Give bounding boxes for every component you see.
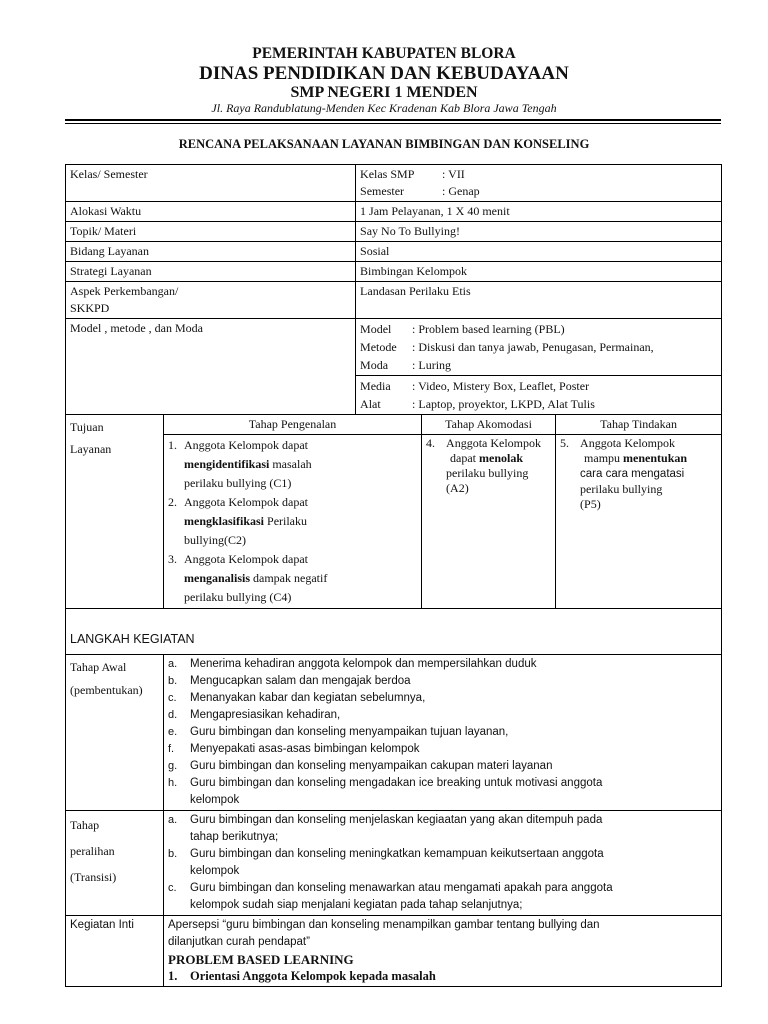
topik-label: Topik/ Materi: [66, 222, 356, 242]
peralihan-item-text: Guru bimbingan dan konseling menjelaskan kegiaatan yang akan ditempuh pada: [190, 814, 603, 826]
row-kelas: [66, 165, 722, 202]
moda-value: : Luring: [412, 358, 452, 372]
awal-item-text: Menyepakati asas-asas bimbingan kelompok: [190, 743, 420, 755]
pengenalan-cell: [164, 435, 422, 609]
awal-item: [168, 758, 717, 775]
inti-apersepsi-line1: Apersepsi “guru bimbingan dan konseling menampilkan gambar tentang bullying dan: [168, 919, 600, 931]
alokasi-label: Alokasi Waktu: [66, 202, 356, 222]
awal-item-text: Mengapresiasikan kehadiran,: [190, 709, 341, 721]
inti-label: Kegiatan Inti: [66, 916, 164, 987]
model-key: Model: [360, 322, 392, 336]
row-model: [66, 319, 722, 376]
kelas-value: : VII: [442, 167, 465, 181]
aspek-label-line1: Aspek Perkembangan/: [70, 284, 179, 298]
awal-item-text: Guru bimbingan dan konseling menyampaikan tujuan layanan,: [190, 726, 509, 738]
peralihan-item-letter: a.: [168, 814, 178, 826]
header-rule-thick: [65, 119, 721, 121]
peralihan-item-letter: [168, 863, 190, 880]
peralihan-label: [66, 811, 164, 916]
item-5-text-f: (P5): [580, 497, 601, 511]
inti-step-1: [168, 968, 717, 985]
item-3-keyword: menganalisis: [184, 571, 251, 585]
metode-value: : Diskusi dan tanya jawab, Penugasan, Permainan,: [412, 340, 654, 354]
tindakan-item-5: [560, 436, 717, 512]
pengenalan-item-2: [168, 493, 417, 550]
aspek-label-line2: SKKPD: [70, 301, 110, 315]
header-rule-thin: [65, 123, 721, 124]
model-values: [356, 319, 722, 376]
alat-value: : Laptop, proyektor, LKPD, Alat Tulis: [412, 397, 595, 411]
awal-item-letter: f.: [168, 743, 175, 755]
row-tahap-peralihan: [66, 811, 722, 916]
row-bidang: [66, 242, 722, 262]
peralihan-item-text: Guru bimbingan dan konseling menawarkan atau mengamati apakah para anggota: [190, 882, 613, 894]
inti-heading: PROBLEM BASED LEARNING: [168, 952, 354, 967]
peralihan-item: [168, 897, 717, 914]
awal-item-text: Menerima kehadiran anggota kelompok dan mempersilahkan duduk: [190, 658, 537, 670]
pengenalan-item-3: [168, 550, 417, 607]
langkah-title-cell: [66, 609, 722, 655]
row-strategi: [66, 262, 722, 282]
tujuan-label: [66, 415, 164, 609]
header-tindakan: Tahap Tindakan: [556, 415, 722, 435]
peralihan-item-text: kelompok sudah siap menjalani kegiatan pada tahap selanjutnya;: [190, 899, 523, 911]
school-address: Jl. Raya Randublatung-Menden Kec Kradenan Kab Blora Jawa Tengah: [211, 101, 557, 115]
peralihan-item: [168, 812, 717, 829]
awal-item-letter: [168, 792, 190, 809]
bidang-value: Sosial: [356, 242, 722, 262]
item-3-text-a: Anggota Kelompok dapat: [184, 552, 308, 566]
inti-content: [164, 916, 722, 987]
row-tujuan-head: [66, 415, 722, 435]
inti-step-text: Orientasi Anggota Kelompok kepada masalah: [190, 969, 436, 983]
awal-item-text: Guru bimbingan dan konseling mengadakan ice breaking untuk motivasi anggota: [190, 777, 603, 789]
alokasi-value: 1 Jam Pelayanan, 1 X 40 menit: [356, 202, 722, 222]
row-kegiatan-inti: [66, 916, 722, 987]
awal-item-text: Mengucapkan salam dan mengajak berdoa: [190, 675, 411, 687]
langkah-title: LANGKAH KEGIATAN: [70, 632, 195, 646]
item-1-number: 1.: [168, 438, 177, 452]
awal-item-letter: h.: [168, 777, 178, 789]
media-value: : Video, Mistery Box, Leaflet, Poster: [412, 379, 590, 393]
awal-item: [168, 673, 717, 690]
row-tujuan-body: [66, 435, 722, 609]
item-1-text-c: masalah: [269, 457, 312, 471]
item-3-number: 3.: [168, 552, 177, 566]
dept-header: DINAS PENDIDIKAN DAN KEBUDAYAAN: [199, 63, 569, 84]
peralihan-item-letter: [168, 829, 190, 846]
item-5-number: 5.: [560, 436, 570, 450]
item-3-text-c: dampak negatif: [250, 571, 328, 585]
awal-item-letter: e.: [168, 726, 178, 738]
header-pengenalan: Tahap Pengenalan: [164, 415, 422, 435]
awal-item-text: kelompok: [190, 794, 240, 806]
item-4-text-b: dapat: [450, 451, 477, 465]
awal-item: [168, 724, 717, 741]
item-4-text-a: Anggota Kelompok: [446, 436, 542, 450]
inti-step-number: 1.: [168, 969, 178, 983]
peralihan-item-letter: [168, 897, 190, 914]
item-5-text-e: perilaku bullying: [580, 482, 663, 496]
inti-apersepsi-line2: dilanjutkan curah pendapat”: [168, 936, 310, 948]
awal-label-line1: Tahap Awal: [70, 660, 127, 674]
item-2-text-a: Anggota Kelompok dapat: [184, 495, 308, 509]
aspek-value: Landasan Perilaku Etis: [356, 282, 722, 319]
row-media: [66, 376, 722, 415]
tindakan-cell: [556, 435, 722, 609]
peralihan-item: [168, 880, 717, 897]
semester-key: Semester: [360, 184, 405, 198]
model-label: Model , metode , dan Moda: [66, 319, 356, 376]
item-1-text-d: perilaku bullying (C1): [184, 476, 292, 490]
item-4-text-e: (A2): [446, 481, 469, 495]
kelas-key: Kelas SMP: [360, 167, 415, 181]
moda-key: Moda: [360, 358, 389, 372]
awal-item-letter: b.: [168, 675, 178, 687]
tujuan-label-line2: Layanan: [70, 442, 112, 456]
kelas-label: Kelas/ Semester: [66, 165, 356, 202]
header-akomodasi: Tahap Akomodasi: [422, 415, 556, 435]
row-langkah-title: [66, 609, 722, 655]
awal-item-letter: a.: [168, 658, 178, 670]
rpl-table: [65, 164, 721, 987]
row-tahap-awal: [66, 655, 722, 811]
awal-label: [66, 655, 164, 811]
peralihan-item: [168, 829, 717, 846]
tujuan-label-line1: Tujuan: [70, 420, 104, 434]
row-topik: [66, 222, 722, 242]
peralihan-label-line2: peralihan: [70, 844, 115, 858]
item-4-number: 4.: [426, 436, 436, 450]
media-key: Media: [360, 379, 391, 393]
peralihan-item-text: Guru bimbingan dan konseling meningkatkan kemampuan keikutsertaan anggota: [190, 848, 604, 860]
peralihan-item: [168, 846, 717, 863]
bidang-label: Bidang Layanan: [66, 242, 356, 262]
awal-item-letter: d.: [168, 709, 178, 721]
item-2-keyword: mengklasifikasi: [184, 514, 265, 528]
row-alokasi: [66, 202, 722, 222]
item-5-keyword: menentukan: [623, 451, 688, 465]
document-title: RENCANA PELAKSANAAN LAYANAN BIMBINGAN DAN KONSELING: [178, 137, 590, 151]
awal-item: [168, 741, 717, 758]
awal-list: [164, 655, 722, 811]
awal-item-text: Menanyakan kabar dan kegiatan sebelumnya,: [190, 692, 426, 704]
awal-item: [168, 775, 717, 792]
peralihan-list: [164, 811, 722, 916]
topik-value: Say No To Bullying!: [356, 222, 722, 242]
peralihan-item-letter: c.: [168, 882, 177, 894]
awal-item-text: Guru bimbingan dan konseling menyampaikan cakupan materi layanan: [190, 760, 553, 772]
akomodasi-cell: [422, 435, 556, 609]
model-value: : Problem based learning (PBL): [412, 322, 565, 336]
kelas-values: [356, 165, 722, 202]
pengenalan-item-1: [168, 436, 417, 493]
metode-key: Metode: [360, 340, 397, 354]
awal-item-letter: c.: [168, 692, 177, 704]
strategi-value: Bimbingan Kelompok: [356, 262, 722, 282]
awal-item: [168, 707, 717, 724]
item-5-text-a: Anggota Kelompok: [580, 436, 676, 450]
peralihan-item-letter: b.: [168, 848, 178, 860]
awal-item: [168, 792, 717, 809]
aspek-label: [66, 282, 356, 319]
item-1-text-a: Anggota Kelompok dapat: [184, 438, 308, 452]
item-1-keyword: mengidentifikasi: [184, 457, 270, 471]
item-5-text-d: cara cara mengatasi: [580, 468, 685, 480]
media-label-blank: [66, 376, 356, 415]
row-aspek: [66, 282, 722, 319]
item-5-text-b: mampu: [584, 451, 621, 465]
semester-value: : Genap: [442, 184, 480, 198]
item-3-text-d: perilaku bullying (C4): [184, 590, 292, 604]
item-4-keyword: menolak: [479, 451, 524, 465]
awal-item-letter: g.: [168, 760, 178, 772]
peralihan-item-text: tahap berikutnya;: [190, 831, 279, 843]
item-2-number: 2.: [168, 495, 177, 509]
strategi-label: Strategi Layanan: [66, 262, 356, 282]
item-2-text-d: bullying(C2): [184, 533, 246, 547]
peralihan-label-line1: Tahap: [70, 818, 100, 832]
awal-item: [168, 656, 717, 673]
akomodasi-item-4: [426, 436, 551, 496]
alat-key: Alat: [360, 397, 381, 411]
media-values: [356, 376, 722, 415]
awal-label-line2: (pembentukan): [70, 683, 143, 697]
gov-header: PEMERINTAH KABUPATEN BLORA: [252, 45, 516, 62]
peralihan-item-text: kelompok: [190, 865, 240, 877]
peralihan-item: [168, 863, 717, 880]
awal-item: [168, 690, 717, 707]
peralihan-label-line3: (Transisi): [70, 870, 117, 884]
item-4-text-d: perilaku bullying: [446, 466, 529, 480]
item-2-text-c: Perilaku: [264, 514, 308, 528]
school-header: SMP NEGERI 1 MENDEN: [290, 84, 478, 101]
